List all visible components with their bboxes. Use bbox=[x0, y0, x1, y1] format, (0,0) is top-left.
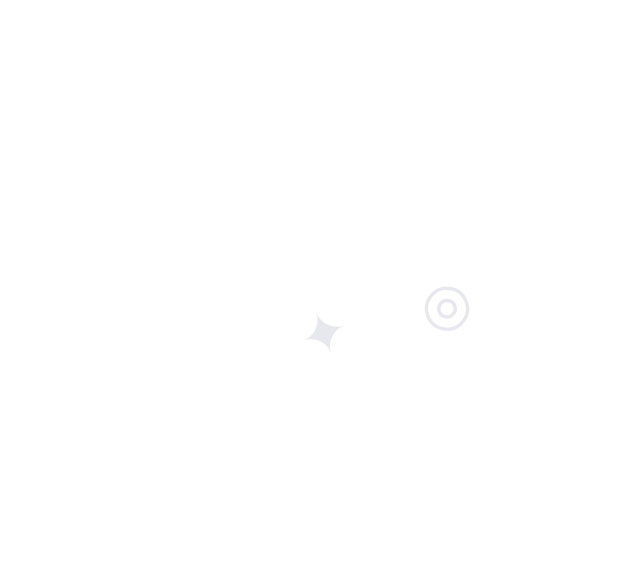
part1-row bbox=[0, 67, 640, 85]
watermark-right: ◎ bbox=[409, 263, 481, 345]
part2-row bbox=[0, 176, 640, 194]
part1-row bbox=[0, 86, 640, 104]
part2-row bbox=[0, 140, 640, 158]
part4-row bbox=[0, 281, 640, 299]
part4-row bbox=[0, 299, 640, 317]
part2-row bbox=[0, 158, 640, 176]
part4-row bbox=[0, 263, 640, 281]
watermark-left: ✦ bbox=[289, 293, 359, 375]
part3-row bbox=[0, 228, 640, 246]
part2-row bbox=[0, 122, 640, 140]
part3-row bbox=[0, 210, 640, 228]
